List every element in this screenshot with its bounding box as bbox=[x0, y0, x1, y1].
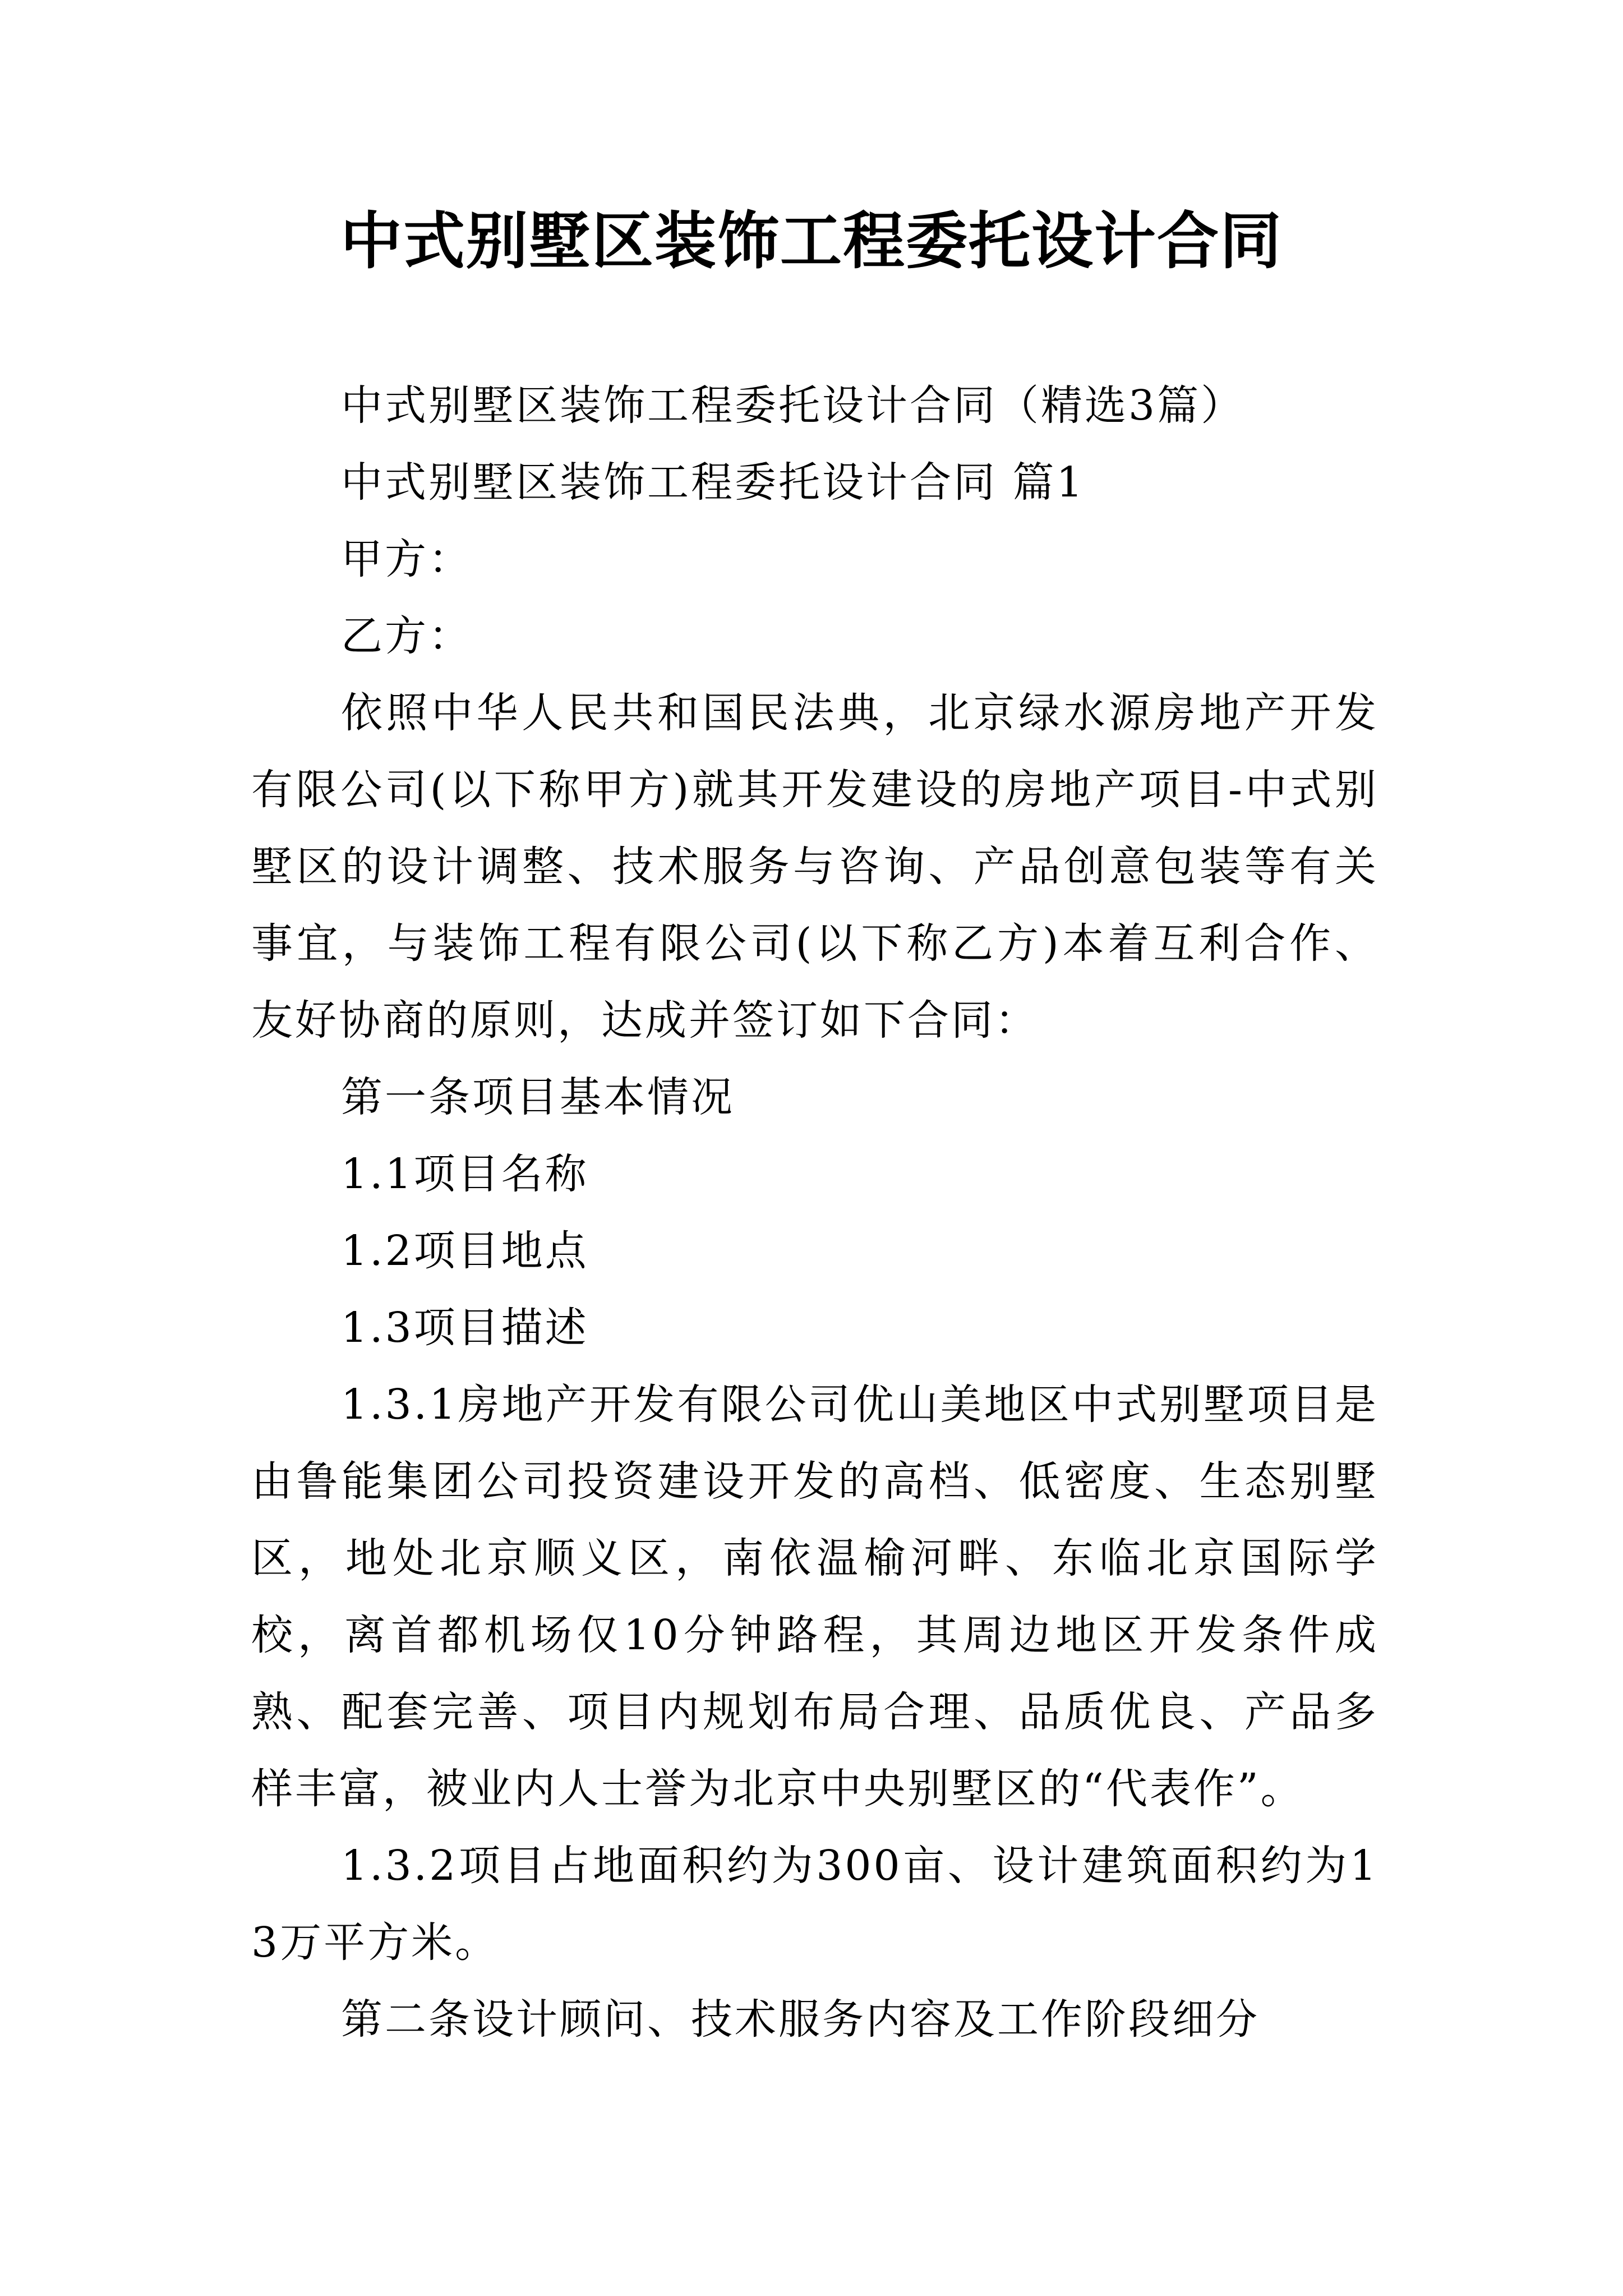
paragraph-1-2: 1.2项目地点 bbox=[341, 1227, 589, 1275]
paragraph-1-3-2: 1.3.2项目占地面积约为300亩、设计建筑面积约为13万平方米。 bbox=[251, 1842, 1378, 1967]
paragraph-party-b: 乙方： bbox=[341, 612, 472, 660]
paragraph-1-3-1: 1.3.1房地产开发有限公司优山美地区中式别墅项目是由鲁能集团公司投资建设开发的高档、低密度、生态别墅区，地处北京顺义区，南依温榆河畔、东临北京国际学校，离首都机场仅10分钟路程，其周边地区开发条件成熟、配套完善、项目内规划布局合理、品质优良、产品多样丰富，被业内人士誉为北京中央别墅区的“代表作”。 bbox=[251, 1381, 1378, 1813]
paragraph-section-heading: 中式别墅区装饰工程委托设计合同 篇1 bbox=[341, 458, 1085, 507]
paragraph-1-3: 1.3项目描述 bbox=[341, 1304, 589, 1352]
document-title: 中式别墅区装饰工程委托设计合同 bbox=[340, 205, 1283, 277]
paragraph-1-1: 1.1项目名称 bbox=[341, 1150, 589, 1198]
paragraph-article-1: 第一条项目基本情况 bbox=[341, 1073, 735, 1121]
paragraph-party-a: 甲方： bbox=[341, 535, 472, 583]
paragraph-collection-title: 中式别墅区装饰工程委托设计合同（精选3篇） bbox=[341, 381, 1245, 430]
document-body bbox=[251, 367, 1378, 2058]
paragraph-preamble: 依照中华人民共和国民法典，北京绿水源房地产开发有限公司(以下称甲方)就其开发建设的房地产项目-中式别墅区的设计调整、技术服务与咨询、产品创意包装等有关事宜，与装饰工程有限公司(以下称乙方)本着互利合作、友好协商的原则，达成并签订如下合同： bbox=[251, 689, 1378, 1045]
paragraph-article-2: 第二条设计顾问、技术服务内容及工作阶段细分 bbox=[341, 1995, 1260, 2044]
